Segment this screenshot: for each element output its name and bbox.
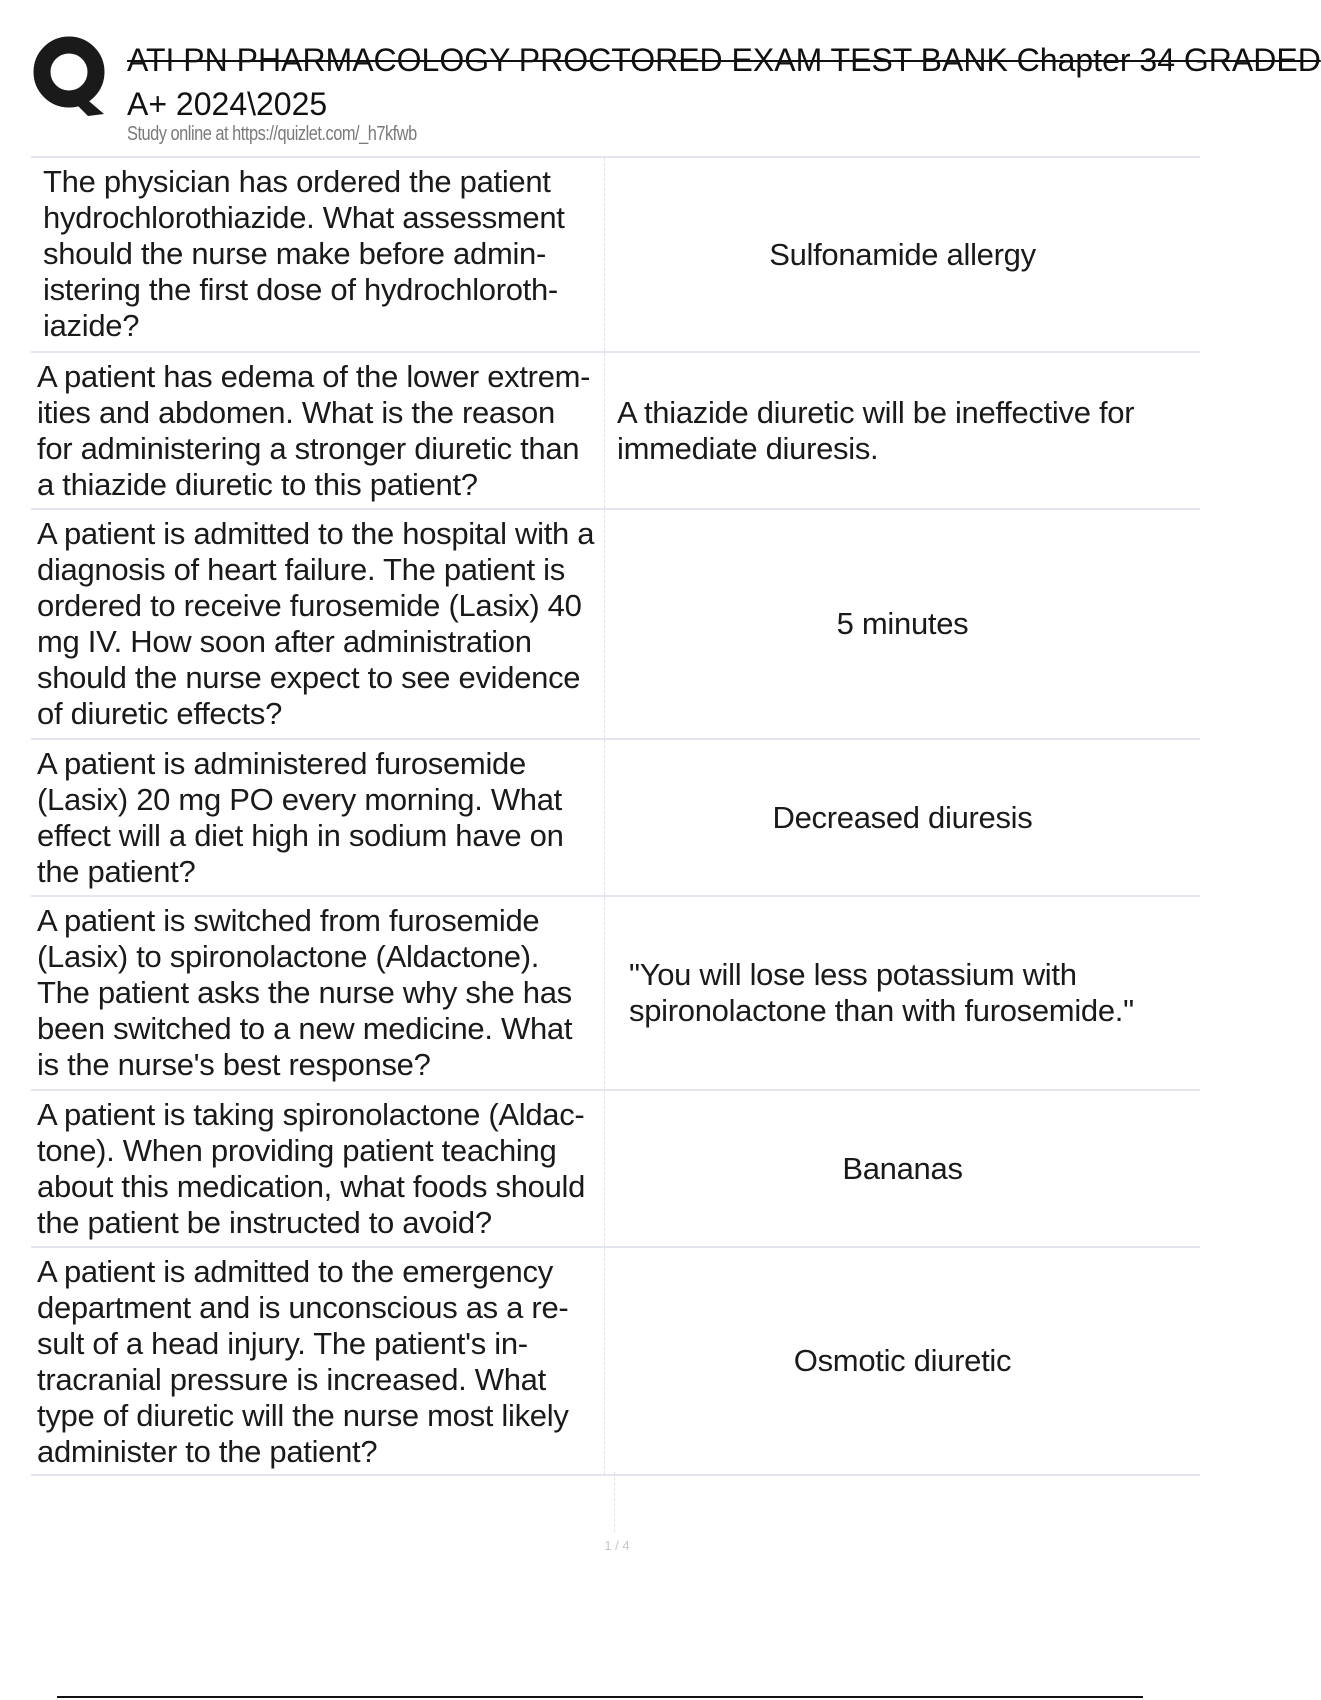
question-cell: A patient is admitted to the emergency department and is unconscious as a re- sult of a head injury. The patient's in- tracranial pressure is increased. What type of diuretic will the nurse most likely administer to the patient? (31, 1248, 605, 1474)
title-line-1: ATI PN PHARMACOLOGY PROCTORED EXAM TEST BANK Chapter 34 GRADED (127, 42, 1321, 78)
table-row (31, 1246, 1200, 1476)
question-cell: A patient has edema of the lower extrem- ities and abdomen. What is the reason for administering a stronger diuretic than a thiazide diuretic to this patient? (31, 353, 605, 508)
question-cell: The physician has ordered the patient hydrochlorothiazide. What assessment should the nurse make before admin- istering the first dose of hydrochloroth- iazide? (31, 158, 605, 351)
question-cell: A patient is taking spironolactone (Aldac- tone). When providing patient teaching about this medication, what foods should the patient be instructed to avoid? (31, 1091, 605, 1246)
flashcard-table (31, 156, 1200, 1476)
study-online-link[interactable]: Study online at https://quizlet.com/_h7kfwb (127, 123, 417, 145)
answer-cell: 5 minutes (836, 606, 969, 641)
answer-cell: Decreased diuresis (772, 799, 1033, 835)
quizlet-logo-icon (32, 34, 108, 118)
answer-cell: Osmotic diuretic (793, 1343, 1012, 1378)
document-header (32, 30, 1321, 150)
table-row (31, 1089, 1200, 1246)
answer-cell: "You will lose less potassium with spironolactone than with furosemide." (629, 957, 1134, 1028)
table-row (31, 351, 1200, 508)
page-bottom-divider (57, 1696, 1143, 1698)
page-number: 1 / 4 (604, 1538, 630, 1553)
table-row (31, 738, 1200, 895)
table-row (31, 508, 1200, 738)
question-cell: A patient is administered furosemide (Lasix) 20 mg PO every morning. What effect will a diet high in sodium have on the patient? (31, 740, 605, 895)
answer-cell: A thiazide diuretic will be ineffective for immediate diuresis. (617, 394, 1135, 466)
title-line-2: A+ 2024\2025 (127, 86, 328, 122)
question-cell: A patient is switched from furosemide (Lasix) to spironolactone (Aldactone). The patient asks the nurse why she has been switched to a new medicine. What is the nurse's best response? (31, 897, 605, 1089)
column-divider-stub (614, 1472, 615, 1532)
answer-cell: Sulfonamide allergy (769, 236, 1036, 272)
table-row (31, 895, 1200, 1089)
document-title (127, 38, 1321, 126)
answer-cell: Bananas (842, 1150, 963, 1186)
table-row (31, 156, 1200, 351)
question-cell: A patient is admitted to the hospital with a diagnosis of heart failure. The patient is ordered to receive furosemide (Lasix) 40 mg IV. How soon after administration should the nurse expect to see evidence of diuretic effects? (31, 510, 605, 738)
